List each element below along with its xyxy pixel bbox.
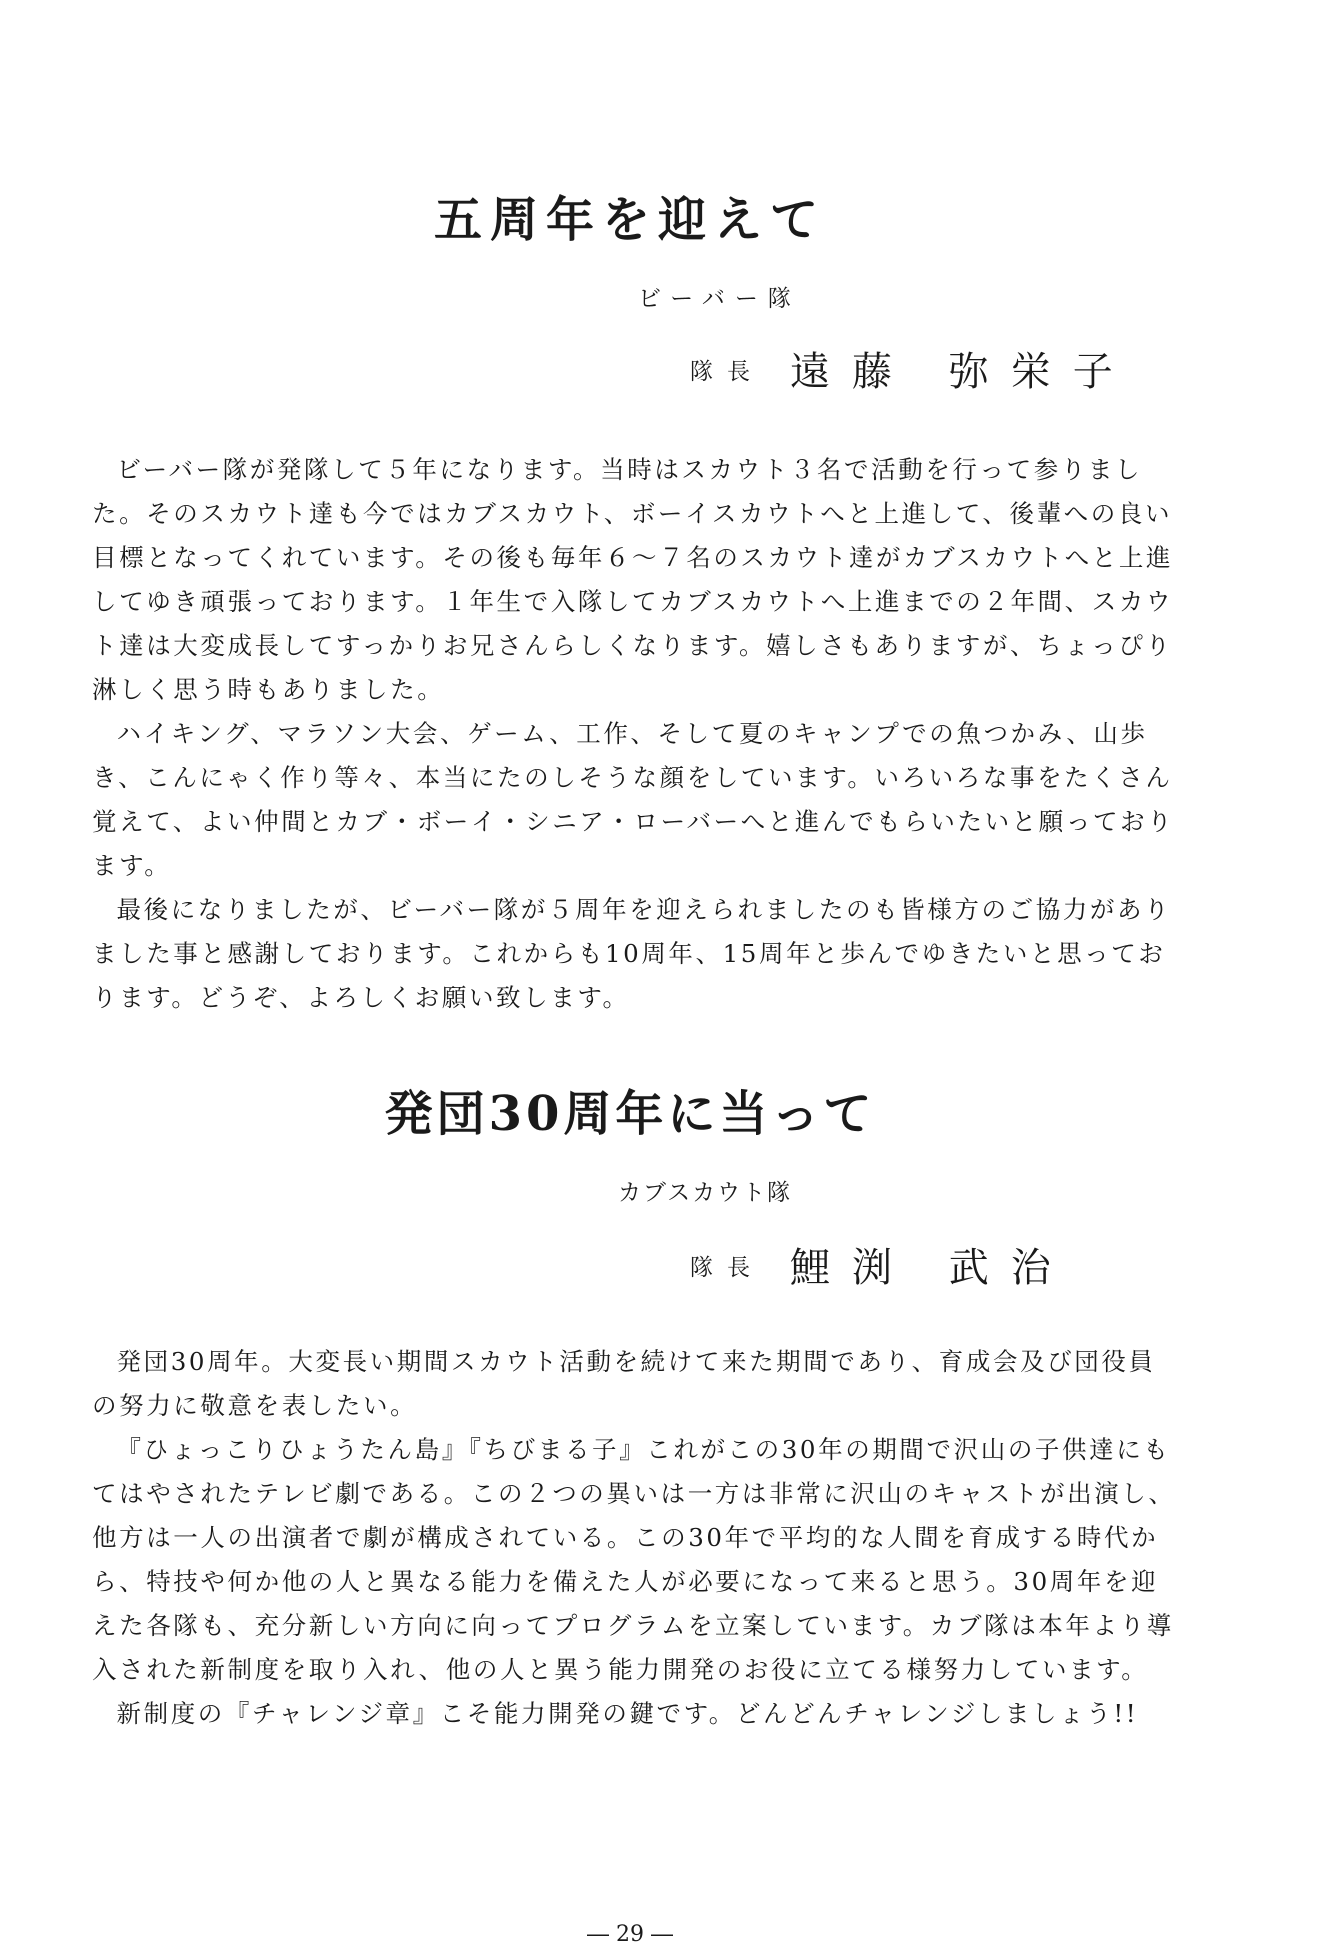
leader-role: 隊長 [690, 1254, 764, 1281]
section-body [92, 1340, 1182, 1736]
leader-name: 鯉渕 武治 [790, 1245, 1073, 1291]
body-paragraph: ビーバー隊が発隊して５年になります。当時はスカウト３名で活動を行って参りました。そのスカウト達も今ではカブスカウト、ボーイスカウトへと上進して、後輩への良い目標となってくれています。その後も毎年６～７名のスカウト達がカブスカウトへと上進してゆき頑張っております。１年生で入隊してカブスカウトへ上進までの２年間、スカウト達は大変成長してすっかりお兄さんらしくなります。嬉しさもありますが、ちょっぴり淋しく思う時もありました。 [92, 455, 1174, 704]
body-paragraph: ハイキング、マラソン大会、ゲーム、工作、そして夏のキャンプでの魚つかみ、山歩き、こんにゃく作り等々、本当にたのしそうな顔をしています。いろいろな事をたくさん覚えて、よい仲間とカブ・ボーイ・シニア・ローバーへと進んでもらいたいと願っております。 [92, 719, 1175, 880]
section-body [92, 448, 1182, 1020]
unit-name: カブスカウト隊 [618, 1180, 793, 1206]
section-title: 発団30周年に当って [384, 1086, 876, 1142]
leader-line [690, 349, 1135, 395]
page-number: ― 29 ― [587, 1922, 673, 1947]
leader-name: 遠藤 弥栄子 [790, 349, 1135, 395]
body-paragraph: 新制度の『チャレンジ章』こそ能力開発の鍵です。どんどんチャレンジしましょう!! [116, 1699, 1139, 1728]
body-paragraph: 『ひょっこりひょうたん島』『ちびまる子』これがこの30年の期間で沢山の子供達にもてはやされたテレビ劇である。この２つの異いは一方は非常に沢山のキャストが出演し、他方は一人の出演者で劇が構成されている。この30年で平均的な人間を育成する時代から、特技や何か他の人と異なる能力を備えた人が必要になって来ると思う。30周年を迎えた各隊も、充分新しい方向に向ってプログラムを立案しています。カブ隊は本年より導入された新制度を取り入れ、他の人と異う能力開発のお役に立てる様努力しています。 [92, 1435, 1176, 1684]
unit-name: ビーバー隊 [638, 286, 801, 312]
body-paragraph: 最後になりましたが、ビーバー隊が５周年を迎えられましたのも皆様方のご協力がありました事と感謝しております。これからも10周年、15周年と歩んでゆきたいと思っております。どうぞ、よろしくお願い致します。 [92, 895, 1172, 1012]
leader-line [690, 1245, 1073, 1291]
leader-role: 隊長 [690, 358, 764, 385]
section-title: 五周年を迎えて [433, 192, 826, 248]
body-paragraph: 発団30周年。大変長い期間スカウト活動を続けて来た期間であり、育成会及び団役員の努力に敬意を表したい。 [92, 1347, 1156, 1420]
